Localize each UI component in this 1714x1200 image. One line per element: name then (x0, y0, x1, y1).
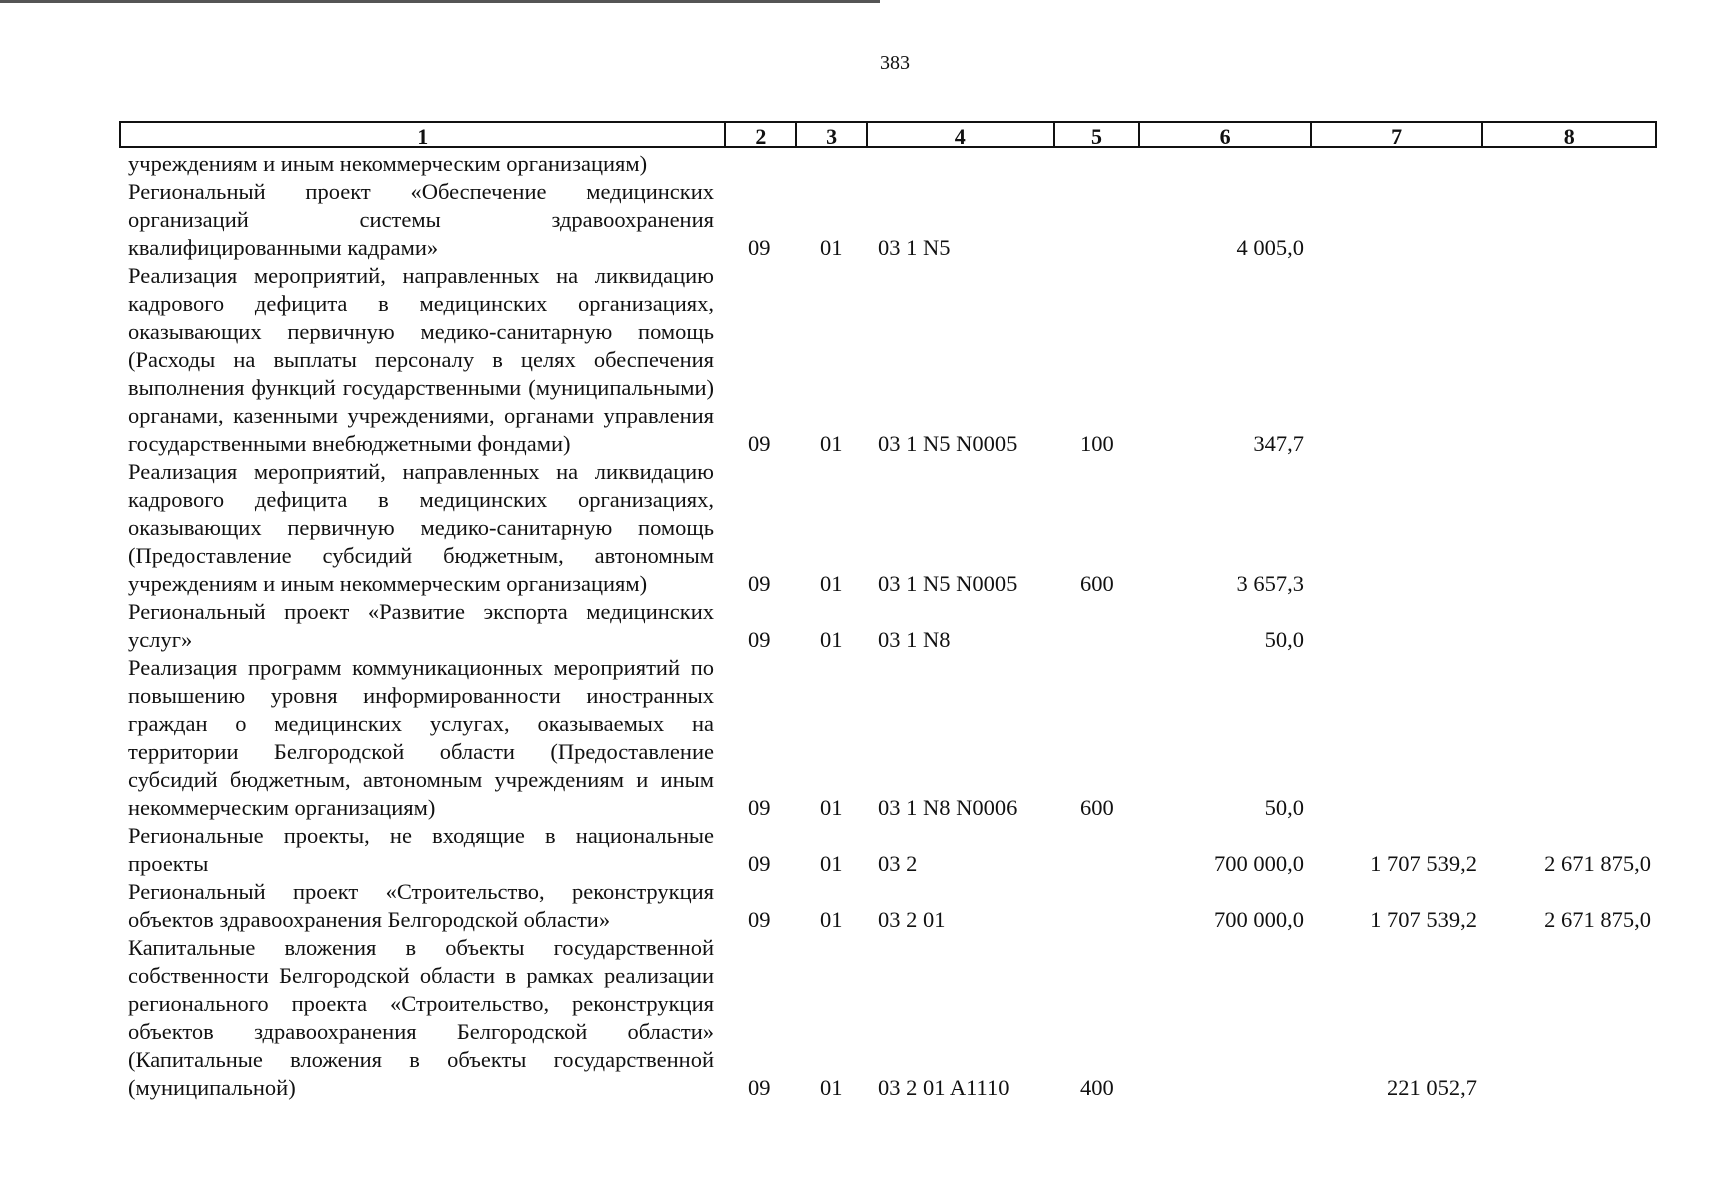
section-code: 09 (748, 907, 771, 932)
section-code: 09 (748, 431, 771, 456)
table-row (0, 458, 1714, 598)
amount-col8: 2 671 875,0 (1544, 907, 1651, 932)
table-row (0, 262, 1714, 458)
row-description: Региональный проект «Строительство, реконструкция объектов здравоохранения Белгородской области» (128, 879, 714, 932)
expense-type-code: 400 (1080, 1075, 1114, 1100)
expense-type-code: 600 (1080, 795, 1114, 820)
amount-col6: 700 000,0 (1214, 851, 1304, 876)
section-code: 09 (748, 627, 771, 652)
section-code: 09 (748, 1075, 771, 1100)
section-code: 09 (748, 571, 771, 596)
table-row (0, 150, 1714, 178)
section-code: 09 (748, 851, 771, 876)
expense-type-code: 100 (1080, 431, 1114, 456)
target-article-code: 03 1 N5 (878, 235, 951, 260)
section-code: 09 (748, 795, 771, 820)
row-description: учреждениям и иным некоммерческим организациям) (128, 151, 648, 176)
table-row (0, 878, 1714, 934)
row-description: Региональные проекты, не входящие в национальные проекты (128, 823, 714, 876)
amount-col6: 50,0 (1264, 795, 1304, 820)
table-row (0, 178, 1714, 262)
column-header-3: 3 (797, 123, 868, 146)
subsection-code: 01 (820, 627, 843, 652)
amount-col6: 3 657,3 (1236, 571, 1304, 596)
budget-table-body (0, 150, 1714, 1102)
target-article-code: 03 1 N8 (878, 627, 951, 652)
amount-col7: 1 707 539,2 (1370, 907, 1477, 932)
expense-type-code: 600 (1080, 571, 1114, 596)
row-description: Реализация мероприятий, направленных на ликвидацию кадрового дефицита в медицинских организациях, оказывающих первичную медико-санитарную помощь (Расходы на выплаты персоналу в целях обеспечения выполнения функций государственными (муниципальными) органами, казенными учреждениями, органами управления государственными внебюджетными фондами) (128, 263, 714, 456)
column-header-1: 1 (121, 123, 726, 146)
target-article-code: 03 2 (878, 851, 918, 876)
target-article-code: 03 2 01 (878, 907, 946, 932)
column-header-7: 7 (1312, 123, 1484, 146)
amount-col6: 50,0 (1264, 627, 1304, 652)
table-row (0, 654, 1714, 822)
table-row (0, 822, 1714, 878)
amount-col7: 1 707 539,2 (1370, 851, 1477, 876)
row-description: Реализация мероприятий, направленных на ликвидацию кадрового дефицита в медицинских организациях, оказывающих первичную медико-санитарную помощь (Предоставление субсидий бюджетным, автономным учреждениям и иным некоммерческим организациям) (128, 459, 714, 596)
subsection-code: 01 (820, 431, 843, 456)
row-description: Региональный проект «Развитие экспорта медицинских услуг» (128, 599, 714, 652)
amount-col6: 4 005,0 (1236, 235, 1304, 260)
subsection-code: 01 (820, 851, 843, 876)
column-header-6: 6 (1140, 123, 1312, 146)
column-header-2: 2 (726, 123, 797, 146)
subsection-code: 01 (820, 1075, 843, 1100)
row-description: Реализация программ коммуникационных мероприятий по повышению уровня информированности иностранных граждан о медицинских услугах, оказываемых на территории Белгородской области (Предоставление субсидий бюджетным, автономным учреждениям и иным некоммерческим организациям) (128, 655, 714, 820)
target-article-code: 03 2 01 A1110 (878, 1075, 1010, 1100)
table-row (0, 934, 1714, 1102)
subsection-code: 01 (820, 235, 843, 260)
amount-col6: 347,7 (1253, 431, 1304, 456)
column-header-8: 8 (1563, 124, 1575, 149)
subsection-code: 01 (820, 795, 843, 820)
amount-col6: 700 000,0 (1214, 907, 1304, 932)
target-article-code: 03 1 N5 N0005 (878, 431, 1018, 456)
target-article-code: 03 1 N5 N0005 (878, 571, 1018, 596)
row-description: Капитальные вложения в объекты государственной собственности Белгородской области в рамках реализации регионального проекта «Строительство, реконструкция объектов здравоохранения Белгородской области» (Капитальные вложения в объекты государственной (муниципальной) (128, 935, 714, 1100)
table-header-row (119, 121, 1657, 148)
scan-top-rule (0, 0, 880, 3)
target-article-code: 03 1 N8 N0006 (878, 795, 1018, 820)
amount-col7: 221 052,7 (1387, 1075, 1477, 1100)
subsection-code: 01 (820, 907, 843, 932)
section-code: 09 (748, 235, 771, 260)
page-number: 383 (880, 52, 910, 74)
row-description: Региональный проект «Обеспечение медицинских организаций системы здравоохранения квалифицированными кадрами» (128, 179, 714, 260)
amount-col8: 2 671 875,0 (1544, 851, 1651, 876)
column-header-5: 5 (1055, 123, 1141, 146)
subsection-code: 01 (820, 571, 843, 596)
column-header-4: 4 (868, 123, 1055, 146)
table-row (0, 598, 1714, 654)
